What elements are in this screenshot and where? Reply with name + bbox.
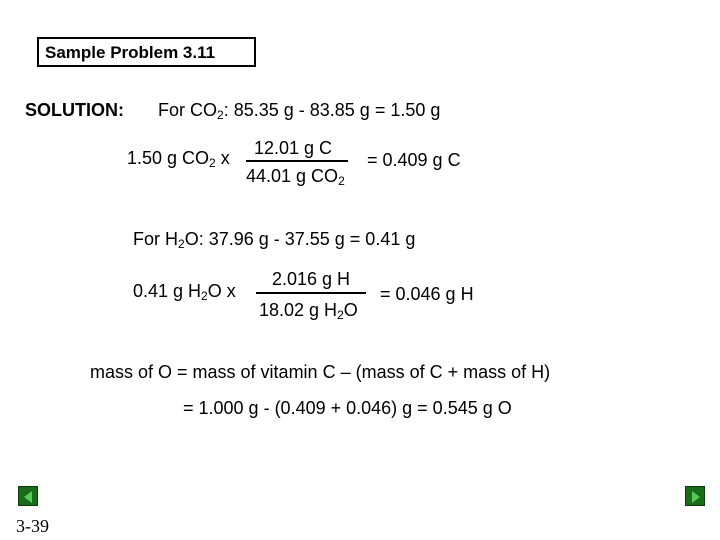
hydrogen-den-post: O xyxy=(343,300,358,320)
forward-button[interactable] xyxy=(685,486,705,506)
oxygen-line-1: mass of O = mass of vitamin C – (mass of C + mass of H) xyxy=(90,362,551,382)
h2o-sub: 2 xyxy=(178,237,185,251)
back-arrow-icon xyxy=(24,491,32,503)
co2-post: : 85.35 g - 83.85 g = 1.50 g xyxy=(223,100,441,120)
carbon-fraction-bar xyxy=(246,160,348,162)
carbon-lhs xyxy=(127,148,230,169)
back-button[interactable] xyxy=(18,486,38,506)
carbon-lhs-pre: 1.50 g CO xyxy=(127,148,210,168)
hydrogen-denominator xyxy=(259,300,358,321)
solution-label: SOLUTION: xyxy=(25,100,124,120)
hydrogen-lhs xyxy=(133,281,236,302)
carbon-denominator xyxy=(246,166,345,187)
carbon-lhs-sub: 2 xyxy=(209,156,216,170)
slide-title: Sample Problem 3.11 xyxy=(37,37,256,67)
forward-arrow-icon xyxy=(692,491,700,503)
hydrogen-lhs-pre: 0.41 g H xyxy=(133,281,202,301)
carbon-result: = 0.409 g C xyxy=(367,150,461,170)
h2o-line xyxy=(133,229,415,250)
co2-line xyxy=(158,100,440,121)
h2o-post: O: 37.96 g - 37.55 g = 0.41 g xyxy=(184,229,416,249)
co2-pre: For CO xyxy=(158,100,218,120)
hydrogen-den-sub: 2 xyxy=(337,308,344,322)
h2o-pre: For H xyxy=(133,229,178,249)
carbon-den-sub: 2 xyxy=(338,174,345,188)
carbon-numerator: 12.01 g C xyxy=(254,138,333,158)
carbon-den-pre: 44.01 g CO xyxy=(246,166,339,186)
hydrogen-numerator: 2.016 g H xyxy=(272,269,351,289)
page-number: 3-39 xyxy=(16,516,49,536)
co2-sub: 2 xyxy=(217,108,224,122)
hydrogen-lhs-sub: 2 xyxy=(201,289,208,303)
carbon-lhs-post: x xyxy=(215,148,230,168)
oxygen-line-2: = 1.000 g - (0.409 + 0.046) g = 0.545 g O xyxy=(183,398,512,418)
hydrogen-result: = 0.046 g H xyxy=(380,284,474,304)
hydrogen-den-pre: 18.02 g H xyxy=(259,300,338,320)
hydrogen-fraction-bar xyxy=(256,292,366,294)
hydrogen-lhs-post: O x xyxy=(207,281,236,301)
